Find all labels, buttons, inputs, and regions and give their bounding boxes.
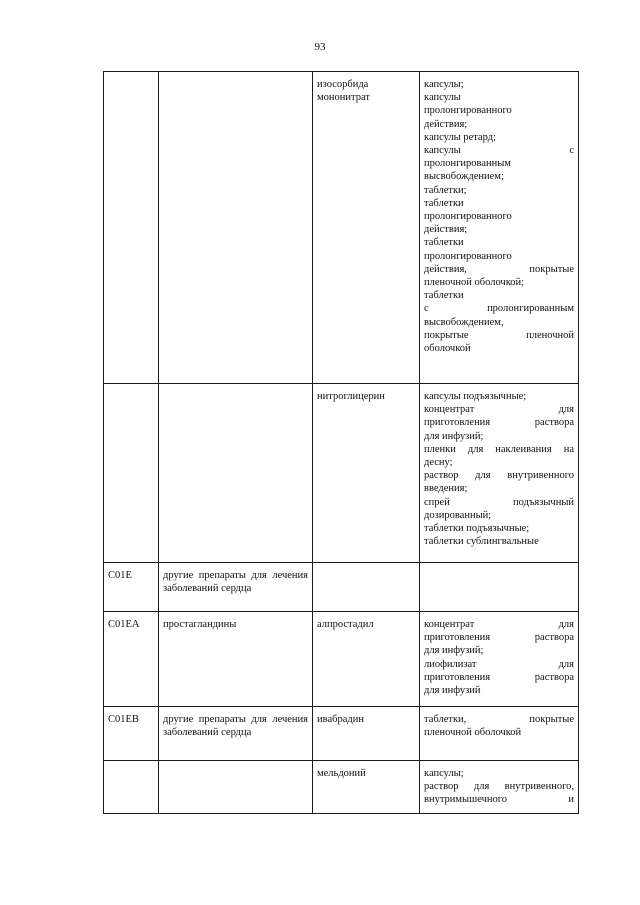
dosage-form-line: десну; bbox=[424, 457, 453, 469]
dosage-form-line: капсулы; bbox=[424, 79, 464, 90]
dosage-form-line: капсулы с bbox=[424, 145, 574, 157]
dosage-form-line: пленочной оболочкой; bbox=[424, 277, 525, 289]
dosage-form-line: действия; bbox=[424, 224, 468, 236]
dosage-forms-cell bbox=[420, 707, 579, 761]
atc-code-cell: C01E bbox=[104, 563, 159, 612]
dosage-form-line: таблетки подъязычные; bbox=[424, 523, 530, 535]
dosage-form-line: лиофилизат для bbox=[424, 658, 574, 670]
table-row bbox=[104, 612, 579, 707]
inn-cell: ивабрадин bbox=[313, 707, 420, 761]
anatomical-group-cell: другие препараты для лечения заболеваний сердца bbox=[159, 707, 313, 761]
dosage-form-line: приготовления раствора bbox=[424, 671, 574, 683]
dosage-form-line: пролонгированным bbox=[424, 158, 511, 170]
dosage-form-line: таблетки bbox=[424, 237, 464, 249]
dosage-form-line: пролонгированного bbox=[424, 211, 512, 223]
inn-cell: нитроглицерин bbox=[313, 384, 420, 563]
table-row bbox=[104, 761, 579, 814]
page-number: 93 bbox=[314, 41, 326, 53]
dosage-form-line: пролонгированного bbox=[424, 105, 512, 117]
dosage-form-line: таблетки; bbox=[424, 184, 467, 196]
dosage-form-line: концентрат для bbox=[424, 619, 574, 630]
atc-code-cell bbox=[104, 761, 159, 814]
table-row bbox=[104, 563, 579, 612]
table-row bbox=[104, 384, 579, 563]
dosage-form-line: действия, покрытые bbox=[424, 263, 574, 275]
dosage-form-line: для инфузий; bbox=[424, 430, 484, 442]
dosage-form-line: введения; bbox=[424, 483, 468, 495]
table-row bbox=[104, 72, 579, 384]
dosage-form-line: капсулы подъязычные; bbox=[424, 391, 527, 402]
dosage-forms-cell bbox=[420, 563, 579, 612]
anatomical-group-cell bbox=[159, 761, 313, 814]
dosage-form-line: капсулы ретард; bbox=[424, 131, 496, 143]
dosage-form-line: для инфузий bbox=[424, 685, 481, 697]
dosage-form-line: таблетки bbox=[424, 290, 464, 302]
dosage-form-line: дозированный; bbox=[424, 509, 492, 521]
dosage-form-line: таблетки bbox=[424, 197, 464, 209]
anatomical-group-cell: простагландины bbox=[159, 612, 313, 707]
dosage-form-line: капсулы; bbox=[424, 768, 464, 779]
anatomical-group-cell bbox=[159, 72, 313, 384]
inn-cell: изосорбида мононитрат bbox=[313, 72, 420, 384]
inn-cell: мельдоний bbox=[313, 761, 420, 814]
atc-code-cell bbox=[104, 72, 159, 384]
dosage-form-line: таблетки, покрытые bbox=[424, 714, 574, 725]
dosage-form-line: раствор для внутривенного bbox=[424, 470, 574, 482]
atc-code-cell bbox=[104, 384, 159, 563]
anatomical-group-cell bbox=[159, 384, 313, 563]
dosage-form-line: для инфузий; bbox=[424, 645, 484, 657]
dosage-form-line: покрытые пленочной bbox=[424, 329, 574, 341]
dosage-forms-cell bbox=[420, 384, 579, 563]
dosage-form-line: действия; bbox=[424, 118, 468, 130]
dosage-form-line: высвобождением, bbox=[424, 316, 504, 328]
dosage-forms-cell bbox=[420, 72, 579, 384]
dosage-form-line: концентрат для bbox=[424, 404, 574, 416]
dosage-form-line: с пролонгированным bbox=[424, 303, 574, 315]
table-row bbox=[104, 707, 579, 761]
inn-cell bbox=[313, 563, 420, 612]
dosage-form-line: пролонгированного bbox=[424, 250, 512, 262]
dosage-forms-cell bbox=[420, 612, 579, 707]
drug-table bbox=[103, 71, 579, 814]
dosage-form-line: таблетки сублингвальные bbox=[424, 536, 539, 548]
dosage-form-line: приготовления раствора bbox=[424, 417, 574, 429]
dosage-form-line: раствор для внутривенного, bbox=[424, 781, 574, 793]
dosage-form-line: пленки для наклеивания на bbox=[424, 443, 574, 455]
dosage-form-line: спрей подъязычный bbox=[424, 496, 574, 508]
dosage-form-line: внутримышечного и bbox=[424, 794, 574, 806]
dosage-form-line: высвобождением; bbox=[424, 171, 504, 183]
inn-cell: алпростадил bbox=[313, 612, 420, 707]
atc-code-cell: C01EA bbox=[104, 612, 159, 707]
dosage-form-line: оболочкой bbox=[424, 343, 471, 355]
dosage-forms-cell bbox=[420, 761, 579, 814]
atc-code-cell: C01EB bbox=[104, 707, 159, 761]
dosage-form-line: приготовления раствора bbox=[424, 632, 574, 644]
dosage-form-line: пленочной оболочкой bbox=[424, 727, 522, 739]
anatomical-group-cell: другие препараты для лечения заболеваний сердца bbox=[159, 563, 313, 612]
dosage-form-line: капсулы bbox=[424, 92, 461, 104]
